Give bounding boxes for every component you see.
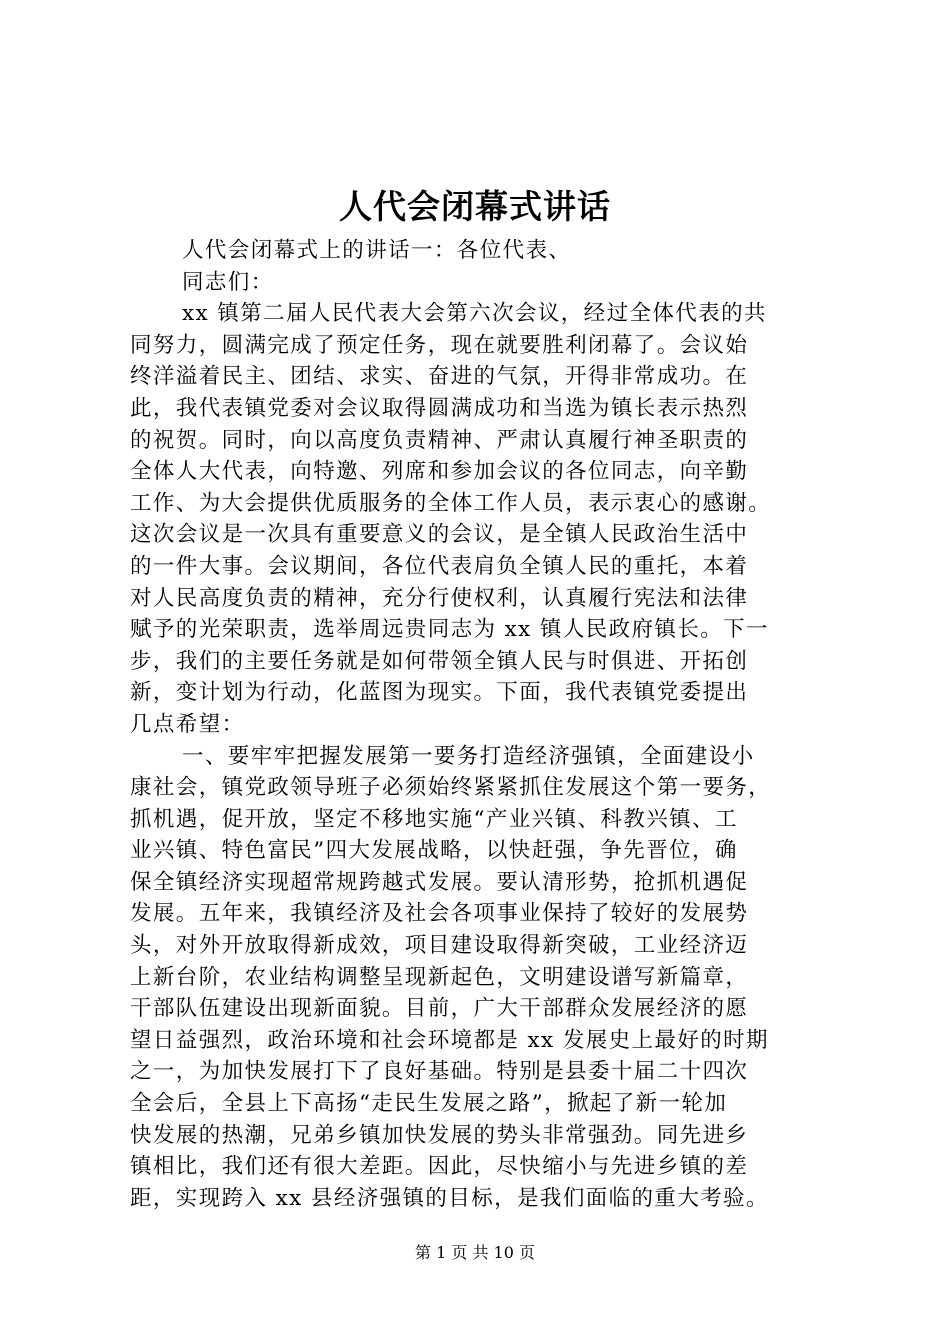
- body-line: 同志们：: [182, 269, 274, 295]
- body-line: 的一件大事。会议期间，各位代表肩负全镇人民的重托，本着: [130, 553, 749, 579]
- body-line: 同努力，圆满完成了预定任务，现在就要胜利闭幕了。会议始: [130, 332, 749, 358]
- body-line: 业兴镇、特色富民”四大发展战略，以快赶强，争先晋位，确: [130, 838, 738, 864]
- body-line: 距，实现跨入 xx 县经济强镇的目标，是我们面临的重大考验。: [130, 1185, 769, 1211]
- body-line: 头，对外开放取得新成效，项目建设取得新突破，工业经济迈: [130, 933, 749, 959]
- body-line: 快发展的热潮，兄弟乡镇加快发展的势头非常强劲。同先进乡: [130, 1122, 749, 1148]
- body-line: 上新台阶，农业结构调整呈现新起色，文明建设谱写新篇章，: [130, 964, 749, 990]
- body-line: 全会后，全县上下高扬“走民生发展之路”，掀起了新一轮加: [130, 1091, 728, 1117]
- document-body: [130, 235, 830, 1214]
- body-line: 发展。五年来，我镇经济及社会各项事业保持了较好的发展势: [130, 901, 749, 927]
- body-line: 之一，为加快发展打下了良好基础。特别是县委十届二十四次: [130, 1059, 749, 1085]
- body-line: 赋予的光荣职责，选举周远贵同志为 xx 镇人民政府镇长。下一: [130, 617, 769, 643]
- body-line: 全体人大代表，向特邀、列席和参加会议的各位同志，向辛勤: [130, 459, 749, 485]
- body-line: xx 镇第二届人民代表大会第六次会议，经过全体代表的共: [182, 301, 767, 327]
- body-line: 此，我代表镇党委对会议取得圆满成功和当选为镇长表示热烈: [130, 395, 749, 421]
- page-footer: 第 1 页 共 10 页: [415, 1243, 535, 1262]
- body-line: 工作、为大会提供优质服务的全体工作人员，表示衷心的感谢。: [130, 490, 772, 516]
- body-line: 保全镇经济实现超常规跨越式发展。要认清形势，抢抓机遇促: [130, 869, 749, 895]
- body-line: 的祝贺。同时，向以高度负责精神、严肃认真履行神圣职责的: [130, 427, 749, 453]
- body-line: 一、要牢牢把握发展第一要务打造经济强镇，全面建设小: [182, 743, 755, 769]
- body-line: 抓机遇，促开放，坚定不移地实施“产业兴镇、科教兴镇、工: [130, 806, 738, 832]
- body-line: 终洋溢着民主、团结、求实、奋进的气氛，开得非常成功。在: [130, 364, 749, 390]
- body-line: 镇相比，我们还有很大差距。因此，尽快缩小与先进乡镇的差: [130, 1154, 749, 1180]
- body-line: 对人民高度负责的精神，充分行使权利，认真履行宪法和法律: [130, 585, 749, 611]
- body-line: 望日益强烈，政治环境和社会环境都是 xx 发展史上最好的时期: [130, 1027, 769, 1053]
- body-line: 新，变计划为行动，化蓝图为现实。下面，我代表镇党委提出: [130, 680, 749, 706]
- body-line: 这次会议是一次具有重要意义的会议，是全镇人民政治生活中: [130, 522, 749, 548]
- body-line: 步，我们的主要任务就是如何带领全镇人民与时俱进、开拓创: [130, 648, 749, 674]
- document-title: 人代会闭幕式讲话: [339, 187, 611, 226]
- body-line: 几点希望：: [130, 711, 245, 737]
- body-line: 干部队伍建设出现新面貌。目前，广大干部群众发展经济的愿: [130, 996, 749, 1022]
- body-line: 人代会闭幕式上的讲话一：各位代表、: [182, 238, 572, 263]
- body-line: 康社会，镇党政领导班子必须始终紧紧抓住发展这个第一要务，: [130, 775, 772, 801]
